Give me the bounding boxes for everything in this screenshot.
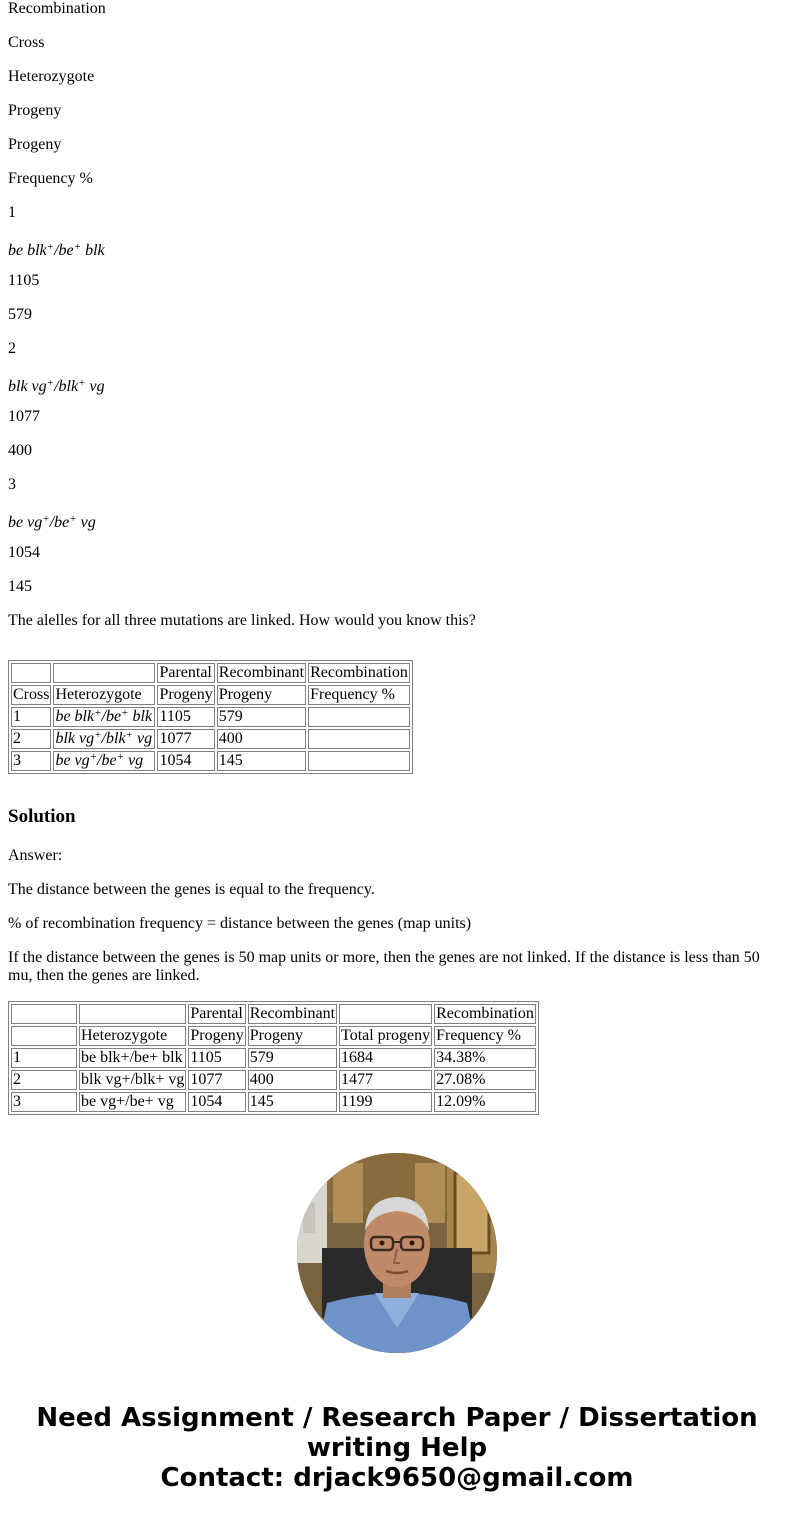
table-cell: 1077 xyxy=(188,1070,245,1090)
avatar-portrait xyxy=(297,1153,497,1353)
table-cell: 145 xyxy=(217,751,306,771)
promo-line: writing Help xyxy=(306,1433,488,1463)
table-cell: 27.08% xyxy=(434,1070,536,1090)
table-cell: 2 xyxy=(11,1070,77,1090)
cross-heterozygote: be blk+/be+ blk xyxy=(8,241,105,259)
intro-line: Progeny xyxy=(8,102,62,119)
table-cell: 3 xyxy=(11,751,51,771)
table-row xyxy=(11,1070,536,1090)
table-cell: 34.38% xyxy=(434,1048,536,1068)
table-cell: 3 xyxy=(11,1092,77,1112)
table-cell: Progeny xyxy=(159,686,213,703)
cross-recombinant: 579 xyxy=(8,306,32,323)
table-cell: Progeny xyxy=(217,685,306,705)
answer-label: Answer: xyxy=(8,847,63,864)
cross-number: 2 xyxy=(8,340,16,357)
cross-parental: 1105 xyxy=(8,272,40,289)
cross-number: 3 xyxy=(8,476,16,493)
table-cell: be blk+/be+ blk xyxy=(53,707,155,727)
table-cell: 1054 xyxy=(188,1092,245,1112)
table-cell: 145 xyxy=(248,1092,337,1112)
table-cell: Cross xyxy=(13,686,50,703)
intro-line: Cross xyxy=(8,34,45,51)
table-cell xyxy=(308,751,410,771)
solution-table xyxy=(8,1001,539,1115)
answer-line: If the distance between the genes is 50 map units or more, then the genes are not linked. If the distance is less than 50 mu, then the genes are linked. xyxy=(8,949,760,984)
table-cell: Recombination xyxy=(310,664,408,681)
avatar xyxy=(297,1153,497,1353)
promo-line: Need Assignment / Research Paper / Dissertation xyxy=(36,1403,758,1433)
table-row xyxy=(11,707,410,727)
table-cell: blk vg+/blk+ vg xyxy=(81,1071,185,1088)
table-cell xyxy=(339,1004,432,1024)
table-header-row xyxy=(11,685,410,705)
cross-recombinant: 400 xyxy=(8,442,32,459)
table-cell xyxy=(308,729,410,749)
table-cell: Frequency % xyxy=(434,1026,536,1046)
promo-banner xyxy=(0,1403,794,1493)
answer-line: % of recombination frequency = distance between the genes (map units) xyxy=(8,915,472,932)
cross-number: 1 xyxy=(8,204,16,221)
intro-line: Progeny xyxy=(8,136,62,153)
table-cell xyxy=(11,663,51,683)
table-cell: 579 xyxy=(248,1048,337,1068)
question-table xyxy=(8,660,413,774)
cross-heterozygote: be vg+/be+ vg xyxy=(8,513,96,531)
table-cell xyxy=(53,663,155,683)
table-cell: Parental xyxy=(188,1004,245,1024)
promo-contact[interactable]: Contact: drjack9650@gmail.com xyxy=(160,1463,634,1493)
table-cell: 1477 xyxy=(339,1070,432,1090)
table-cell: 400 xyxy=(248,1070,337,1090)
table-header-row xyxy=(11,663,410,683)
table-cell: 1 xyxy=(11,1048,77,1068)
intro-line: Heterozygote xyxy=(8,68,95,85)
table-cell: be vg+/be+ vg xyxy=(79,1092,186,1112)
table-cell: Recombination xyxy=(436,1005,534,1022)
table-cell: Progeny xyxy=(248,1026,337,1046)
table-cell xyxy=(308,707,410,727)
table-cell: Progeny xyxy=(190,1027,244,1044)
intro-line: Frequency % xyxy=(8,170,93,187)
table-row xyxy=(11,1048,536,1068)
question-text: The alelles for all three mutations are linked. How would you know this? xyxy=(8,612,476,629)
table-cell: Heterozygote xyxy=(79,1026,186,1046)
intro-block xyxy=(8,0,476,646)
table-cell: Heterozygote xyxy=(53,685,155,705)
table-cell: be vg+/be+ vg xyxy=(53,751,155,771)
intro-line: Recombination xyxy=(8,0,106,17)
table-cell: 1105 xyxy=(157,707,214,727)
cross-parental: 1054 xyxy=(8,544,40,561)
table-cell: 400 xyxy=(217,729,306,749)
table-cell: 1054 xyxy=(157,751,214,771)
table-cell: blk vg+/blk+ vg xyxy=(53,729,155,749)
table-cell: 1 xyxy=(11,707,51,727)
answer-line: The distance between the genes is equal to the frequency. xyxy=(8,881,375,898)
table-cell: 1105 xyxy=(188,1048,245,1068)
table-cell: 1077 xyxy=(157,729,214,749)
table-cell xyxy=(79,1004,186,1024)
table-cell: be blk+/be+ blk xyxy=(79,1048,186,1068)
table-header-row xyxy=(11,1004,536,1024)
table-cell xyxy=(11,1004,77,1024)
table-cell: 2 xyxy=(11,729,51,749)
cross-parental: 1077 xyxy=(8,408,40,425)
table-cell: Recombinant xyxy=(249,1005,336,1022)
table-row xyxy=(11,1092,536,1112)
cross-recombinant: 145 xyxy=(8,578,32,595)
table-cell xyxy=(11,1026,77,1046)
table-cell: Frequency % xyxy=(308,685,410,705)
table-cell: Parental xyxy=(157,663,214,683)
solution-heading: Solution xyxy=(8,806,76,827)
table-header-row xyxy=(11,1026,536,1046)
table-cell: 579 xyxy=(217,707,306,727)
table-cell: Recombinant xyxy=(218,664,305,681)
cross-heterozygote: blk vg+/blk+ vg xyxy=(8,377,105,395)
table-row xyxy=(11,751,410,771)
table-row xyxy=(11,729,410,749)
table-cell: 1684 xyxy=(339,1048,432,1068)
table-cell: 12.09% xyxy=(434,1092,536,1112)
table-cell: Total progeny xyxy=(341,1027,431,1044)
table-cell: 1199 xyxy=(339,1092,432,1112)
